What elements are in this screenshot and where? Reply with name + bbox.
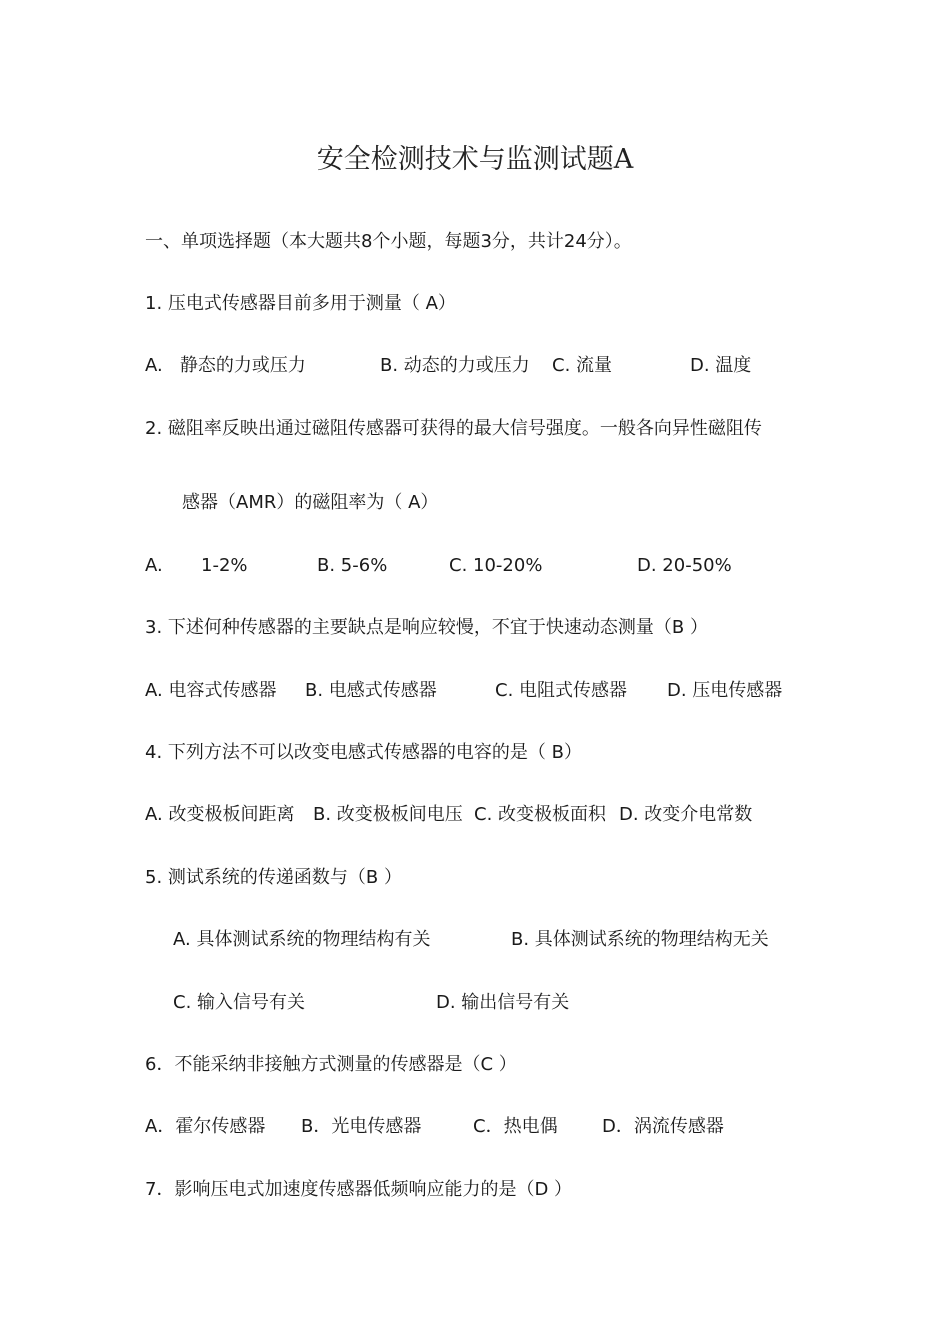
question-3-option-a: A. 电容式传感器 <box>145 680 277 701</box>
question-5-stem: 5. 测试系统的传递函数与（B ） <box>145 867 402 888</box>
page-title: 安全检测技术与监测试题A <box>316 144 634 175</box>
question-3-option-b: B. 电感式传感器 <box>305 680 437 701</box>
question-6-option-b: B．光电传感器 <box>301 1116 422 1137</box>
question-2-option-a-letter: A. <box>145 555 163 576</box>
question-1-option-a: A. 静态的力或压力 <box>145 355 306 376</box>
question-1-option-d: D. 温度 <box>690 355 752 376</box>
question-4-option-a: A. 改变极板间距离 <box>145 804 295 825</box>
question-1-option-c: C. 流量 <box>552 355 613 376</box>
question-4-option-b: B. 改变极板间电压 <box>313 804 463 825</box>
question-1-option-b: B. 动态的力或压力 <box>380 355 530 376</box>
question-2-option-d: D. 20-50% <box>637 555 732 576</box>
question-2-stem: 2. 磁阻率反映出通过磁阻传感器可获得的最大信号强度。一般各向异性磁阻传 <box>145 418 762 439</box>
question-4-option-c: C. 改变极板面积 <box>474 804 607 825</box>
question-7-stem: 7．影响压电式加速度传感器低频响应能力的是（D ） <box>145 1179 573 1200</box>
question-4-stem: 4. 下列方法不可以改变电感式传感器的电容的是（ B） <box>145 742 582 763</box>
question-5-option-b: B. 具体测试系统的物理结构无关 <box>511 929 769 950</box>
question-5-option-a: A. 具体测试系统的物理结构有关 <box>173 929 431 950</box>
question-1-stem: 1. 压电式传感器目前多用于测量（ A） <box>145 293 456 314</box>
question-5-option-d: D. 输出信号有关 <box>436 992 570 1013</box>
question-2-option-a-value: 1-2% <box>201 555 248 576</box>
question-3-option-d: D. 压电传感器 <box>667 680 783 701</box>
question-2-stem-continued: 感器（AMR）的磁阻率为（ A） <box>182 492 439 513</box>
question-2-option-b: B. 5-6% <box>317 555 388 576</box>
section-heading: 一、单项选择题（本大题共8个小题，每题3分，共计24分）。 <box>145 231 632 252</box>
question-6-stem: 6．不能采纳非接触方式测量的传感器是（C ） <box>145 1054 517 1075</box>
question-5-option-c: C. 输入信号有关 <box>173 992 306 1013</box>
question-6-option-d: D．涡流传感器 <box>602 1116 724 1137</box>
question-2-option-c: C. 10-20% <box>449 555 543 576</box>
question-6-option-a: A．霍尔传感器 <box>145 1116 266 1137</box>
question-3-stem: 3. 下述何种传感器的主要缺点是响应较慢，不宜于快速动态测量（B ） <box>145 617 708 638</box>
question-3-option-c: C. 电阻式传感器 <box>495 680 628 701</box>
question-6-option-c: C．热电偶 <box>473 1116 558 1137</box>
question-4-option-d: D. 改变介电常数 <box>619 804 753 825</box>
